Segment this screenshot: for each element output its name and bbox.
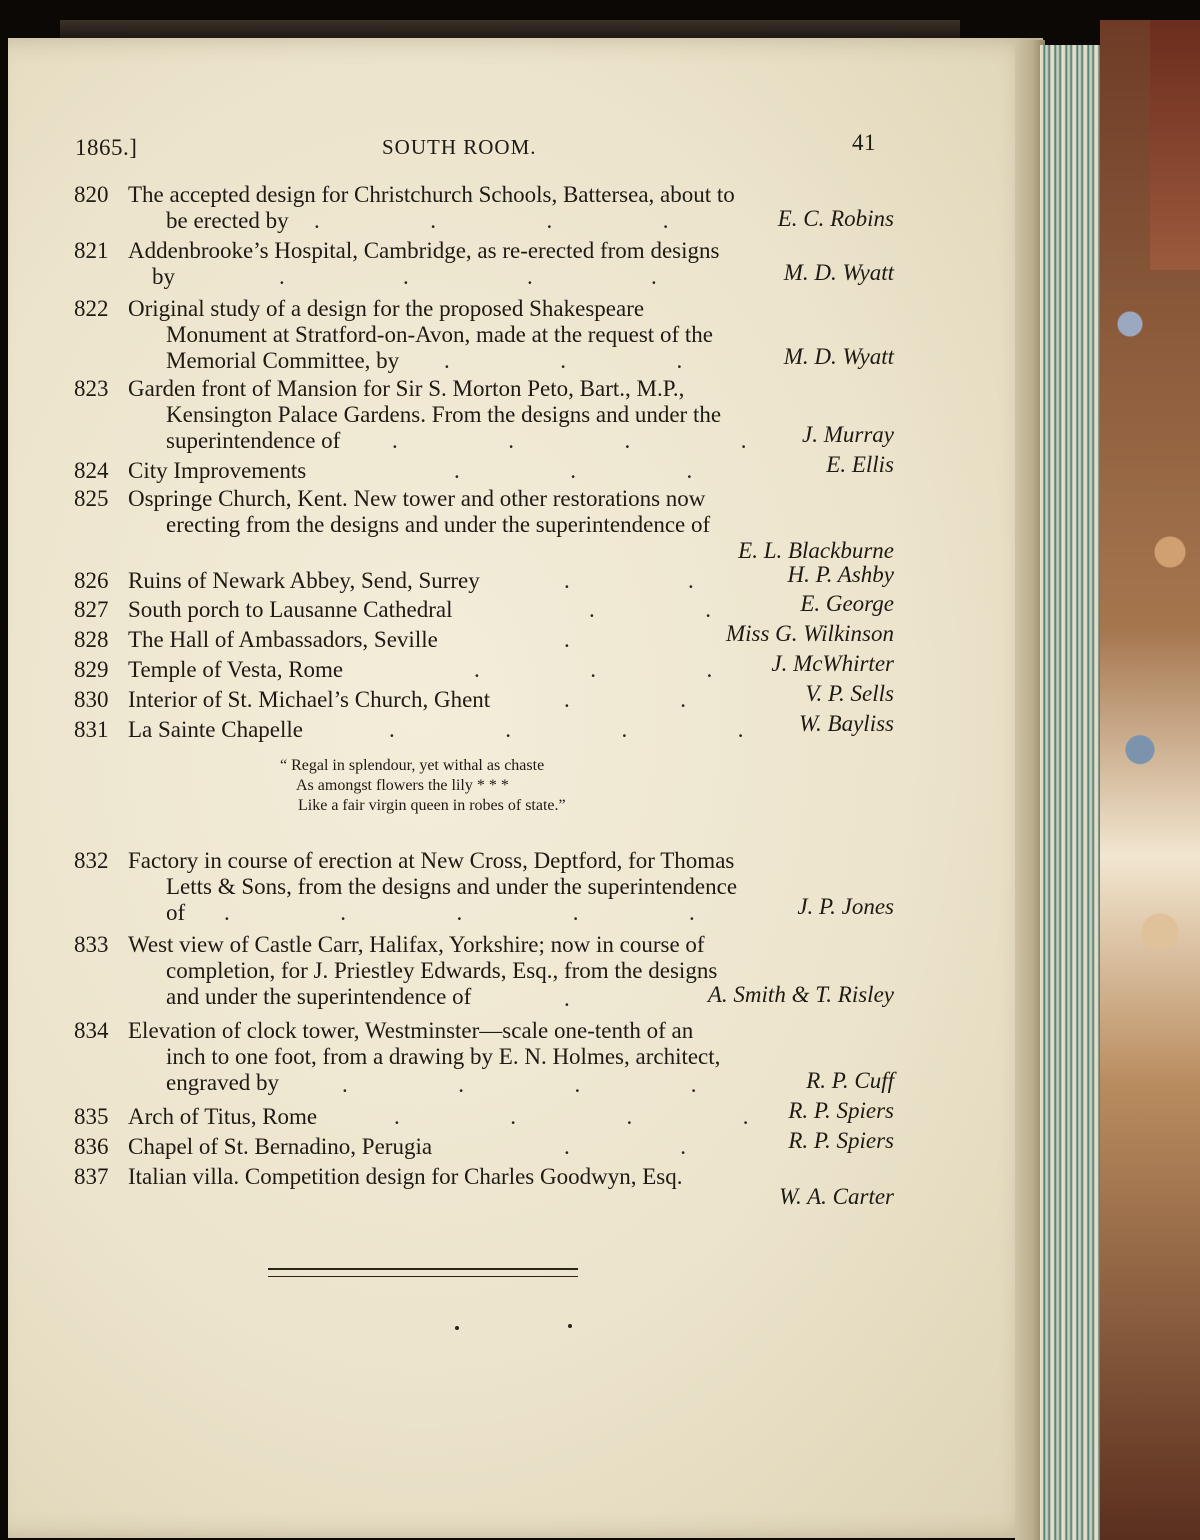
entry-number: 830 [74,687,109,712]
entry-title: Temple of Vesta, Rome [128,657,344,682]
catalogue-entry: 834 Elevation of clock tower, Westminster—scale one-tenth of an inch to one foot, from a drawing by E. N. Holmes, architect, engraved by . . . . R. P. Cuff [74,1018,894,1097]
entry-number: 829 [74,657,109,682]
quote-line: As amongst flowers the lily * * * [296,777,509,794]
entry-number: 825 [74,486,109,511]
entry-title: The accepted design for Christchurch Schools, Battersea, about to [128,182,735,207]
entry-number: 835 [74,1104,109,1129]
entry-artist: E. George [800,591,894,616]
catalogue-entry: 822 Original study of a design for the proposed Shakespeare Monument at Stratford-on-Avon, made at the request of the Memorial Committee, by . . . M. D. Wyatt [74,296,894,373]
entry-title-cont: inch to one foot, from a drawing by E. N. Holmes, architect, [166,1044,721,1069]
entry-artist: J. McWhirter [771,651,894,676]
entry-title: Ruins of Newark Abbey, Send, Surrey [128,568,480,593]
entry-artist: R. P. Spiers [788,1128,894,1153]
entry-number: 833 [74,932,109,957]
double-rule-divider [268,1268,578,1277]
entry-title-cont: Memorial Committee, by [166,348,400,373]
entry-artist: Miss G. Wilkinson [725,621,894,646]
entry-artist: A. Smith & T. Risley [707,982,894,1007]
entry-title: The Hall of Ambassadors, Seville [128,627,438,652]
book-cover-edge [1150,20,1200,270]
entry-title-cont: Monument at Stratford-on-Avon, made at the request of the [166,322,713,347]
entry-artist: J. P. Jones [797,894,894,919]
entry-artist: W. Bayliss [799,711,894,736]
entry-title-cont: Kensington Palace Gardens. From the designs and under the [166,402,722,427]
entry-number: 837 [74,1164,109,1189]
catalogue-entry: 823 Garden front of Mansion for Sir S. Morton Peto, Bart., M.P., Kensington Palace Gardens. From the designs and under the superintendence of . . . . J. Murray [74,376,894,453]
entry-title-cont: and under the superintendence of [166,984,472,1009]
entry-title-cont: engraved by [166,1070,280,1095]
entry-artist: M. D. Wyatt [783,260,894,285]
page-number: 41 [852,130,876,155]
entry-title: La Sainte Chapelle [128,717,303,742]
entry-artist: W. A. Carter [778,1184,894,1209]
entry-artist: H. P. Ashby [787,562,894,587]
quote-line: “ Regal in splendour, yet withal as chaste [280,757,545,774]
catalogue-entry [74,1164,894,1216]
entry-title: Arch of Titus, Rome [128,1104,318,1129]
entry-title-cont: erecting from the designs and under the superintendence of [166,512,711,537]
entry-title-cont: superintendence of [166,428,341,453]
entry-title-cont: by [152,264,175,289]
entry-number: 820 [74,182,109,207]
entry-number: 827 [74,597,109,622]
entry-title: Factory in course of erection at New Cross, Deptford, for Thomas [128,848,735,873]
entry-artist: E. C. Robins [777,206,894,231]
ink-speck [455,1326,459,1330]
entry-title-cont: completion, for J. Priestley Edwards, Esq., from the designs [166,958,718,983]
entry-number: 823 [74,376,109,401]
entry-title: Elevation of clock tower, Westminster—scale one-tenth of an [128,1018,694,1043]
entry-number: 832 [74,848,109,873]
entry-artist: J. Murray [802,422,894,447]
scanned-page: 1865.] SOUTH ROOM. 41 820 The accepted design for Christchurch Schools, Battersea, about to be erected by . . . . E. C. Robins 821 Addenbrooke’s Hospital, Cambridge, as re-erected from designs by . . . . M. D. Wyatt 822 Original study of a design for the proposed Shakespeare Monument at Stratford-on-Avon, made at the request of the Memorial Committee, by . . . M. D. Wyatt 823 Garden front of Mansion for Sir S. Morton Peto, Bart., M.P., Kensington Palace Gardens. From the designs and under the superintendence of . . . . J. Murray 824 City Improvements . . . E. Ellis 825 Ospringe Church, Kent. New tower and other restorations now erecting from the designs and under the superintendence of E. L. Blackburne 826 Ruins of Newark Abbey, Send, Surrey . . H. P. Ashby 827 South porch to Lausanne Cathedral . . E. George 828 The Hall of Ambassadors, Seville . Miss G. Wilkinson 829 Temple of Vesta, Rome . . . J. McWhirter 830 Interior of St. Michael’s Church, Ghent . . V. P. Sells 831 La Sainte Chapelle . . . . W. Bayliss 832 Factory in course of erection at New Cross, Deptford, for Thomas Letts & Sons, from the designs and under the superintendence of . . . . . J. P. Jones 833 West view of Castle Carr, Halifax, Yorkshire; now in course of completion, for J. Priestley Edwards, Esq., from the designs and under the superintendence of . A. Smith & T. Risley 834 Elevation of clock tower, Westminster—scale one-tenth of an inch to one foot, from a drawing by E. N. Holmes, architect, engraved by . . . . R. P. Cuff 835 Arch of Titus, Rome . . . . R. P. Spiers 836 Chapel of St. Bernadino, Perugia . . R. P. Spiers 837 Italian villa. Competition design for Charles Goodwyn, Esq. W. A. Carter “ Regal in splendour, yet withal as chaste As amongst flowers the lily * * * Like a fair virgin queen in robes of state.” [0,0,1200,1540]
catalogue-entry: 832 Factory in course of erection at New Cross, Deptford, for Thomas Letts & Sons, from the designs and under the superintendence of . . . . . J. P. Jones [74,848,894,925]
entry-title: West view of Castle Carr, Halifax, Yorkshire; now in course of [128,932,705,957]
entry-number: 821 [74,238,109,263]
entry-title-cont: Letts & Sons, from the designs and under the superintendence [166,874,738,899]
entry-title-cont: be erected by [166,208,289,233]
entry-artist: V. P. Sells [805,681,894,706]
entry-number: 836 [74,1134,109,1159]
entry-number: 834 [74,1018,109,1043]
ink-speck [568,1324,572,1328]
entry-number: 826 [74,568,109,593]
epigraph-quote [280,756,566,816]
entry-artist: E. Ellis [826,452,894,477]
catalogue-entry: 820 The accepted design for Christchurch Schools, Battersea, about to be erected by . . . . E. C. Robins [74,182,894,233]
entry-number: 828 [74,627,109,652]
entry-artist: E. L. Blackburne [738,538,894,563]
entry-artist: M. D. Wyatt [783,344,894,369]
entry-title: South porch to Lausanne Cathedral [128,597,453,622]
entry-title: Italian villa. Competition design for Charles Goodwyn, Esq. [128,1164,683,1189]
entry-title: City Improvements [128,458,307,483]
entry-title: Garden front of Mansion for Sir S. Morton Peto, Bart., M.P., [128,376,685,401]
catalogue-entry: 824 City Improvements . . . E. Ellis [74,452,894,483]
running-head-year: 1865.] [75,135,138,160]
catalogue-entry [74,486,894,566]
quote-line: Like a fair virgin queen in robes of state.” [298,797,566,814]
running-head-title: SOUTH ROOM. [382,135,537,159]
entry-title: Original study of a design for the proposed Shakespeare [128,296,645,321]
page-block-edge [1040,45,1102,1540]
entry-number: 824 [74,458,109,483]
entry-artist: R. P. Cuff [806,1068,894,1093]
entry-title-cont: of [166,900,186,925]
catalogue-entry: 821 Addenbrooke’s Hospital, Cambridge, as re-erected from designs by . . . . M. D. Wyatt [74,238,894,289]
entry-number: 831 [74,717,109,742]
entry-title: Interior of St. Michael’s Church, Ghent [128,687,491,712]
catalogue-entry: 833 West view of Castle Carr, Halifax, Yorkshire; now in course of completion, for J. Priestley Edwards, Esq., from the designs and under the superintendence of . A. Smith & T. Risley [74,932,894,1011]
entry-title: Addenbrooke’s Hospital, Cambridge, as re-erected from designs [128,238,720,263]
entry-number: 822 [74,296,109,321]
entry-title: Ospringe Church, Kent. New tower and other restorations now [128,486,706,511]
entry-artist: R. P. Spiers [788,1098,894,1123]
entry-title: Chapel of St. Bernadino, Perugia [128,1134,433,1159]
